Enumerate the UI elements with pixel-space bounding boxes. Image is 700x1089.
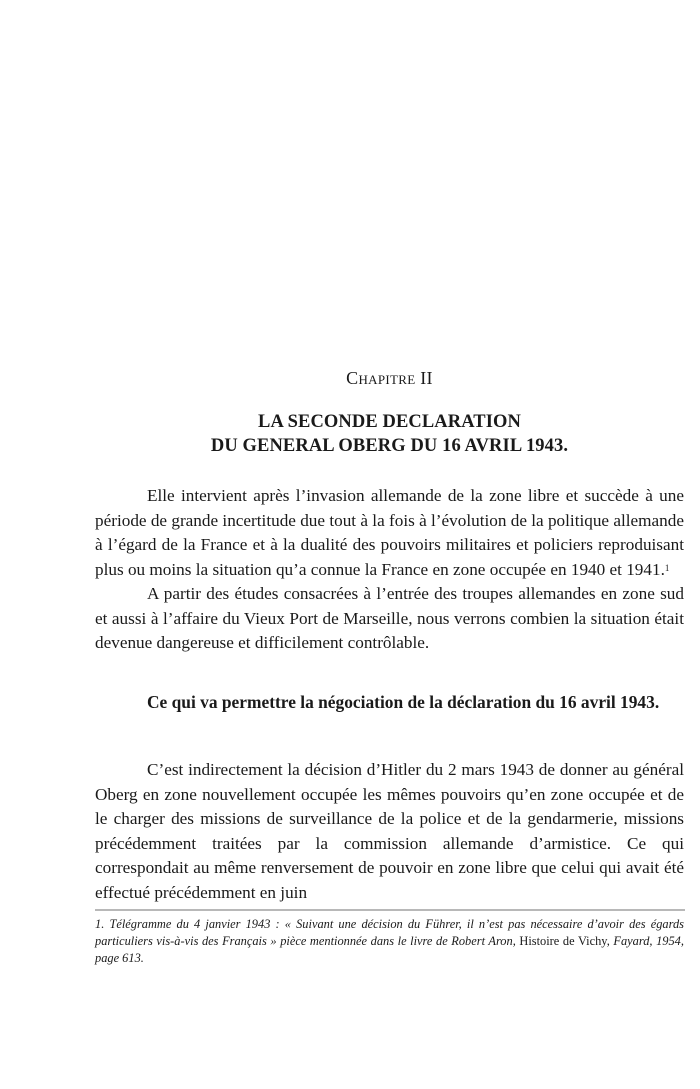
footnote-reference[interactable]: 1 xyxy=(664,562,670,573)
footnote-text: Télégramme du 4 janvier 1943 : « Suivant une décision du Führer, il n’est pas nécessaire d’avoir des égards particuliers vis-à-vis des Français » pièce mentionnée dans le livre de Robert Aron, xyxy=(95,917,684,948)
paragraph xyxy=(95,758,684,905)
chapter-title xyxy=(95,410,684,458)
book-page xyxy=(95,0,684,1089)
paragraph xyxy=(95,484,684,582)
intro-paragraphs xyxy=(95,484,684,656)
paragraph xyxy=(95,582,684,656)
footnote-divider xyxy=(95,909,685,911)
chapter-title-line-1: LA SECONDE DECLARATION xyxy=(258,412,521,432)
paragraph-text: Elle intervient après l’invasion allemande de la zone libre et succède à une période de grande incertitude due tout à la fois à l’évolution de la politique allemande à l’égard de la France et à la dualité des pouvoirs militaires et policiers reproduisant plus ou moins la situation qu’a connue la France en zone occupée en 1940 et 1941. xyxy=(95,486,684,579)
paragraph-text: A partir des études consacrées à l’entrée des troupes allemandes en zone sud et aussi à l’affaire du Vieux Port de Marseille, nous verrons combien la situation était devenue dangereuse et difficilement contrôlable. xyxy=(95,584,684,652)
footnote xyxy=(95,916,684,967)
paragraph-text: C’est indirectement la décision d’Hitler du 2 mars 1943 de donner au général Oberg en zone nouvellement occupée les mêmes pouvoirs qu’en zone occupée et de le charger des missions de surveillance de la police et de la gendarmerie, missions précédemment traitées par la commission allemande d’armistice. Ce qui correspondait au même renversement de pouvoir en zone libre que celui qui avait été effectué précédemment en juin xyxy=(95,760,684,902)
footnote-number: 1. xyxy=(95,917,105,931)
footnote-book-title: Histoire de Vichy, xyxy=(519,934,610,948)
section-paragraphs xyxy=(95,758,684,905)
chapter-title-line-2: DU GENERAL OBERG DU 16 AVRIL 1943. xyxy=(210,436,569,456)
section-heading: Ce qui va permettre la négociation de la déclaration du 16 avril 1943. xyxy=(147,692,660,712)
footnote-publisher: Fayard, 1954, page 613. xyxy=(95,934,684,965)
chapter-label: Chapitre II xyxy=(346,368,433,388)
